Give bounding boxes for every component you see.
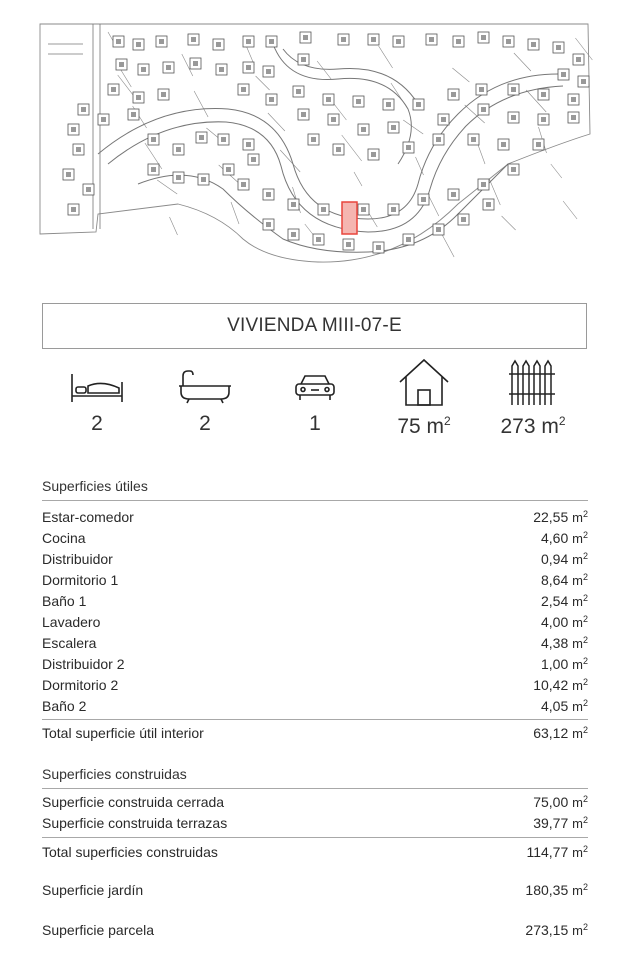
area-row: [42, 635, 588, 655]
house-lot: [323, 94, 334, 105]
house-lot: [293, 86, 304, 97]
row-label: Distribuidor 2: [42, 656, 125, 672]
house-lot: [328, 114, 339, 125]
house-lot: [358, 204, 369, 215]
house-lot: [298, 54, 309, 65]
house-lot: [553, 42, 564, 53]
built-area-value: 75 $m^2$: [397, 414, 451, 438]
row-value: 4,38 $m^2$: [541, 635, 588, 651]
house-lot: [113, 36, 124, 47]
house-lot: [533, 139, 544, 150]
row-value: 75,00 $m^2$: [533, 794, 588, 810]
row-value: 180,35 $m^2$: [525, 882, 588, 898]
area-row: [42, 698, 588, 718]
built-row: [42, 815, 588, 835]
house-lot: [133, 39, 144, 50]
house-lot: [133, 92, 144, 103]
house-lot: [266, 36, 277, 47]
road-line: [551, 164, 562, 178]
divider: [42, 837, 588, 838]
house-lot: [216, 64, 227, 75]
built-total-row: [42, 844, 588, 864]
row-value: 0,94 $m^2$: [541, 551, 588, 567]
house-lot: [223, 164, 234, 175]
house-lot: [438, 114, 449, 125]
area-row: [42, 593, 588, 613]
row-label: Distribuidor: [42, 551, 113, 567]
house-lot: [508, 164, 519, 175]
house-lot: [453, 36, 464, 47]
house-lot: [333, 144, 344, 155]
house-lot: [163, 62, 174, 73]
row-value: 2,54 $m^2$: [541, 593, 588, 609]
house-lot: [318, 204, 329, 215]
house-lot: [298, 109, 309, 120]
row-label: Dormitorio 1: [42, 572, 119, 588]
house-lot: [426, 34, 437, 45]
house-lot: [263, 66, 274, 77]
row-value: 1,00 $m^2$: [541, 656, 588, 672]
area-row: [42, 509, 588, 529]
row-label: Escalera: [42, 635, 97, 651]
road-line: [342, 135, 362, 161]
house-lot: [468, 134, 479, 145]
house-lot: [568, 94, 579, 105]
house-lot: [403, 142, 414, 153]
divider: [42, 719, 588, 720]
feature-built-area: [369, 370, 479, 439]
house-lot: [433, 134, 444, 145]
row-label: Total superficie útil interior: [42, 725, 204, 741]
house-lot: [308, 134, 319, 145]
house-lot: [173, 144, 184, 155]
house-lot: [213, 39, 224, 50]
house-lot: [458, 214, 469, 225]
row-value: 63,12 $m^2$: [533, 725, 588, 741]
row-label: Estar-comedor: [42, 509, 134, 525]
plot-area-value: 273 $m^2$: [500, 414, 566, 438]
area-row: [42, 551, 588, 571]
fence-icon: [505, 358, 561, 406]
site-plan-map: [38, 14, 593, 276]
house-lot: [388, 204, 399, 215]
house-lot: [373, 242, 384, 253]
feature-plot-area: [478, 370, 588, 439]
house-lot: [478, 104, 489, 115]
house-lot: [158, 89, 169, 100]
feature-parking: [260, 370, 370, 436]
road-line: [514, 53, 531, 71]
road-line: [428, 194, 439, 216]
highlighted-plot: [342, 202, 357, 234]
house-lot: [243, 62, 254, 73]
house-lot: [578, 76, 589, 87]
house-lot: [288, 229, 299, 240]
bathrooms-count: 2: [199, 412, 211, 435]
house-lot: [393, 36, 404, 47]
house-lot: [188, 34, 199, 45]
house-lot: [243, 139, 254, 150]
house-lot: [63, 169, 74, 180]
house-lot: [368, 34, 379, 45]
house-lot: [353, 96, 364, 107]
house-lot: [508, 84, 519, 95]
house-lot: [498, 139, 509, 150]
house-lot: [263, 189, 274, 200]
house-lot: [190, 58, 201, 69]
divider: [42, 788, 588, 789]
house-icon: [396, 358, 452, 406]
road-line: [416, 157, 424, 175]
house-lot: [263, 219, 274, 230]
road-line: [452, 68, 469, 82]
house-lot: [198, 174, 209, 185]
area-row: [42, 656, 588, 676]
house-lot: [108, 84, 119, 95]
house-lot: [148, 134, 159, 145]
row-value: 4,05 $m^2$: [541, 698, 588, 714]
divider: [42, 500, 588, 501]
house-lot: [568, 112, 579, 123]
road-line: [280, 150, 300, 172]
row-value: 22,55 $m^2$: [533, 509, 588, 525]
row-label: Lavadero: [42, 614, 101, 630]
road-line: [317, 61, 331, 79]
row-label: Superficie construida cerrada: [42, 794, 225, 810]
house-lot: [508, 112, 519, 123]
row-label: Superficie parcela: [42, 922, 155, 938]
house-lot: [68, 204, 79, 215]
house-lot: [433, 224, 444, 235]
house-lot: [128, 109, 139, 120]
row-value: 4,60 $m^2$: [541, 530, 588, 546]
house-lot: [558, 69, 569, 80]
house-lot: [288, 199, 299, 210]
row-label: Superficie jardín: [42, 882, 144, 898]
house-lot: [173, 172, 184, 183]
area-row: [42, 530, 588, 550]
house-lot: [418, 194, 429, 205]
road-line: [354, 172, 362, 186]
feature-bathrooms: [150, 370, 260, 436]
house-lot: [148, 164, 159, 175]
area-row: [42, 677, 588, 697]
house-lot: [478, 32, 489, 43]
house-lot: [238, 84, 249, 95]
house-lot: [266, 94, 277, 105]
house-lot: [483, 199, 494, 210]
house-lot: [196, 132, 207, 143]
house-lot: [78, 104, 89, 115]
row-label: Baño 2: [42, 698, 87, 714]
house-lot: [116, 59, 127, 70]
house-lot: [338, 34, 349, 45]
house-lot: [83, 184, 94, 195]
row-label: Superficie construida terrazas: [42, 815, 228, 831]
row-value: 114,77 $m^2$: [526, 844, 588, 860]
row-value: 4,00 $m^2$: [541, 614, 588, 630]
road-line: [170, 217, 178, 235]
bed-icon: [69, 370, 125, 404]
built-areas-title: Superficies construidas: [42, 766, 187, 782]
row-value: 10,42 $m^2$: [533, 677, 588, 693]
house-lot: [503, 36, 514, 47]
house-lot: [68, 124, 79, 135]
useful-total-row: [42, 725, 588, 745]
plot-row: [42, 922, 588, 942]
house-lot: [388, 122, 399, 133]
area-row: [42, 614, 588, 634]
road-line: [108, 86, 563, 232]
house-lot: [248, 154, 259, 165]
house-lot: [138, 64, 149, 75]
row-label: Baño 1: [42, 593, 87, 609]
house-lot: [403, 234, 414, 245]
house-lot: [448, 189, 459, 200]
house-lot: [383, 99, 394, 110]
house-lot: [98, 114, 109, 125]
house-lot: [413, 99, 424, 110]
garden-row: [42, 882, 588, 902]
road-line: [379, 46, 393, 68]
row-value: 273,15 $m^2$: [525, 922, 588, 938]
house-lot: [73, 144, 84, 155]
house-lot: [243, 36, 254, 47]
house-lot: [300, 32, 311, 43]
row-label: Cocina: [42, 530, 86, 546]
house-lot: [528, 39, 539, 50]
row-label: Dormitorio 2: [42, 677, 119, 693]
house-lot: [448, 89, 459, 100]
house-lot: [538, 114, 549, 125]
house-lot: [573, 54, 584, 65]
house-lot: [238, 179, 249, 190]
road-line: [231, 202, 239, 224]
house-lot: [218, 134, 229, 145]
road-line: [256, 76, 270, 90]
road-line: [563, 201, 577, 219]
house-lot: [358, 124, 369, 135]
bedrooms-count: 2: [91, 412, 103, 435]
property-title: VIVIENDA MIII-07-E: [42, 303, 587, 349]
house-lot: [343, 239, 354, 250]
feature-bedrooms: [42, 370, 152, 436]
row-value: 8,64 $m^2$: [541, 572, 588, 588]
house-lot: [538, 89, 549, 100]
road-line: [502, 216, 516, 230]
useful-areas-title: Superficies útiles: [42, 478, 148, 494]
road-line: [403, 120, 423, 134]
built-row: [42, 794, 588, 814]
row-value: 39,77 $m^2$: [533, 815, 588, 831]
house-lot: [478, 179, 489, 190]
car-icon: [287, 370, 343, 404]
area-row: [42, 572, 588, 592]
road-line: [194, 91, 208, 117]
road-line: [268, 113, 285, 131]
house-lot: [476, 84, 487, 95]
house-lot: [313, 234, 324, 245]
house-lot: [368, 149, 379, 160]
road-line: [120, 69, 131, 87]
row-label: Total superficies construidas: [42, 844, 218, 860]
house-lot: [156, 36, 167, 47]
bathtub-icon: [177, 370, 233, 404]
parking-count: 1: [309, 412, 321, 435]
